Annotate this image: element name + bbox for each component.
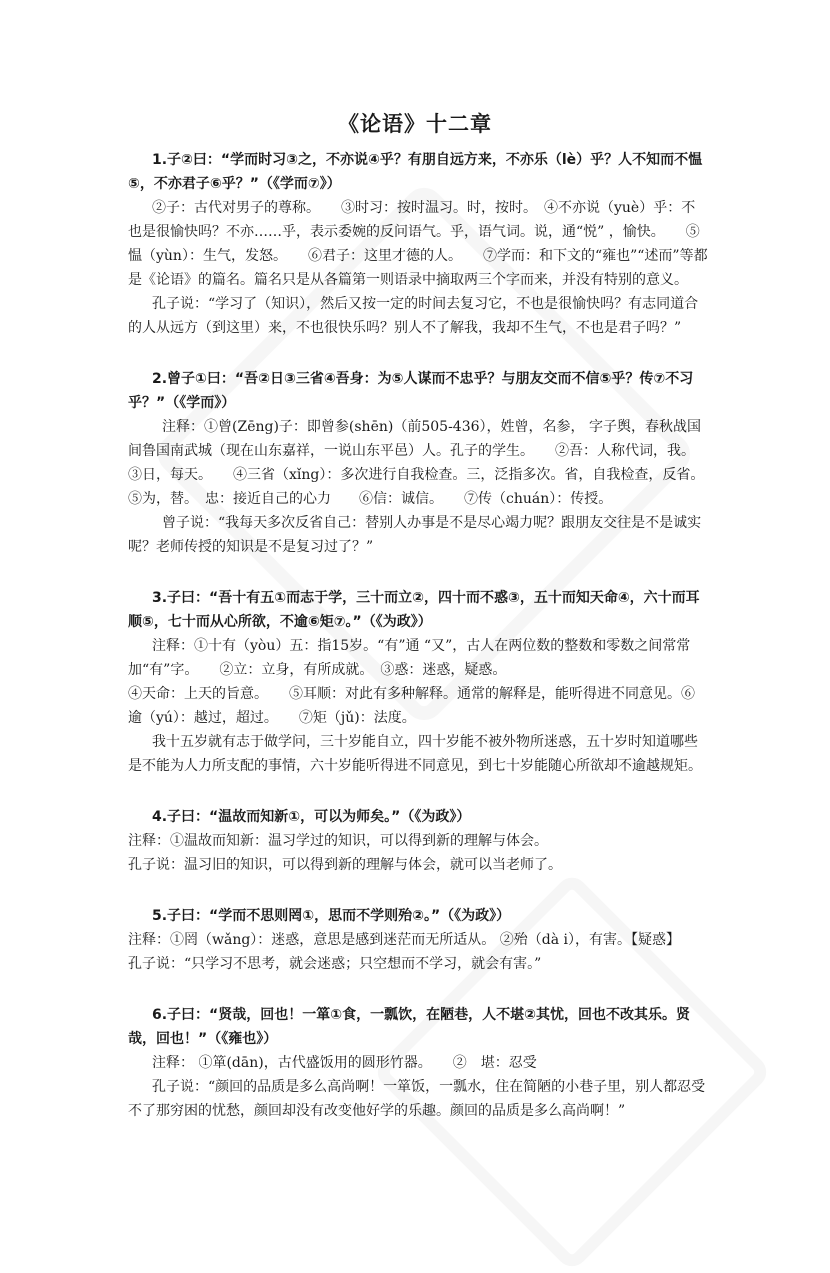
section-quote: 1.子②曰：“学而时习③之，不亦说④乎？有朋自远方来，不亦乐（lè）乎？人不知而不愠⑤，不亦君子⑥乎？”（《学而⑦》） xyxy=(128,152,703,192)
section-quote: 2.曾子①曰：“吾②日③三省④吾身：为⑤人谋而不忠乎？与朋友交而不信⑤乎？传⑦不习乎？”（《学而》） xyxy=(128,371,694,411)
section-6 xyxy=(128,1003,708,1123)
section-3 xyxy=(128,586,708,778)
section-notes: 注释：①温故而知新：温习学过的知识，可以得到新的理解与体会。 xyxy=(128,833,548,849)
section-notes: 注释：①十有（yòu）五：指15岁。“有”通 “又”，古人在两位数的整数和零数之间常常加“有”字。 ②立：立身，有所成就。 ③惑：迷惑，疑惑。 ④天命：上天的旨意。 ⑤耳顺：对此有多种解释。通常的解释是，能听得进不同意见。⑥逾（yú）：越过，超过。 ⑦矩（jǔ)：法度。 xyxy=(128,638,695,726)
section-translation: 孔子说：“颜回的品质是多么高尚啊！一箪饭，一瓢水，住在简陋的小巷子里，别人都忍受不了那穷困的忧愁，颜回却没有改变他好学的乐趣。颜回的品质是多么高尚啊！” xyxy=(128,1079,706,1119)
section-translation: 孔子说：“学习了（知识），然后又按一定的时间去复习它，不也是很愉快吗？有志同道合的人从远方（到这里）来，不也很快乐吗？别人不了解我，我却不生气，不也是君子吗？” xyxy=(128,296,699,336)
section-notes: 注释：①曾(Zēng)子：即曾参(shēn)（前505-436），姓曾，名参， 字子舆，春秋战国间鲁国南武城（现在山东嘉祥，一说山东平邑）人。孔子的学生。 ②吾：人称代词，我。 ③日，每天。 ④三省（xǐng）：多次进行自我检查。三，泛指多次。省，自我检查，反省。 ⑤为，替。 忠：接近自己的心力 ⑥信：诚信。 ⑦传（chuán）：传授。 xyxy=(128,419,712,507)
section-quote: 4.子曰：“温故而知新①，可以为师矣。”（《为政》） xyxy=(152,809,471,825)
section-translation: 孔子说：“只学习不思考，就会迷惑；只空想而不学习，就会有害。” xyxy=(128,956,542,972)
section-5 xyxy=(128,904,708,976)
page-title: 《论语》十二章 xyxy=(338,112,492,136)
section-1 xyxy=(128,148,708,340)
section-translation: 曾子说：“我每天多次反省自己：替别人办事是不是尽心竭力呢？跟朋友交往是不是诚实呢？老师传授的知识是不是复习过了？” xyxy=(128,515,702,555)
section-notes: 注释：①罔（wǎng）：迷惑，意思是感到迷茫而无所适从。 ②殆（dà i），有害。【疑惑】 xyxy=(128,932,680,948)
section-2 xyxy=(128,367,712,559)
section-4 xyxy=(128,805,708,877)
section-quote: 6.子曰：“贤哉，回也！一箪①食，一瓢饮，在陋巷，人不堪②其忧，回也不改其乐。贤哉，回也！”（《雍也》） xyxy=(128,1007,690,1047)
section-translation: 我十五岁就有志于做学问，三十岁能自立，四十岁能不被外物所迷惑，五十岁时知道哪些是不能为人力所支配的事情，六十岁能听得进不同意见，到七十岁能随心所欲却不逾越规矩。 xyxy=(128,734,702,774)
section-quote: 3.子曰：“吾十有五①而志于学，三十而立②，四十而不惑③，五十而知天命④，六十而耳顺⑤，七十而从心所欲，不逾⑥矩⑦。”（《为政》） xyxy=(128,590,700,630)
section-translation: 孔子说：温习旧的知识，可以得到新的理解与体会，就可以当老师了。 xyxy=(128,857,562,873)
section-notes: 注释： ①箪(dān)，古代盛饭用的圆形竹器。 ② 堪：忍受 xyxy=(152,1055,537,1071)
document-body xyxy=(128,148,712,1150)
section-notes: ②子：古代对男子的尊称。 ③时习：按时温习。时，按时。 ④不亦说（yuè）乎：不也是很愉快吗？不亦……乎，表示委婉的反问语气。乎，语气词。说，通“悦” ，愉快。 ⑤愠（yùn）：生气，发怒。 ⑥君子：这里才德的人。 ⑦学而：和下文的“雍也”“述而”等都是《论语》的篇名。篇名只是从各篇第一则语录中摘取两三个字而来，并没有特别的意义。 xyxy=(128,200,708,288)
section-quote: 5.子曰：“学而不思则罔①，思而不学则殆②。”（《为政》） xyxy=(152,908,511,924)
